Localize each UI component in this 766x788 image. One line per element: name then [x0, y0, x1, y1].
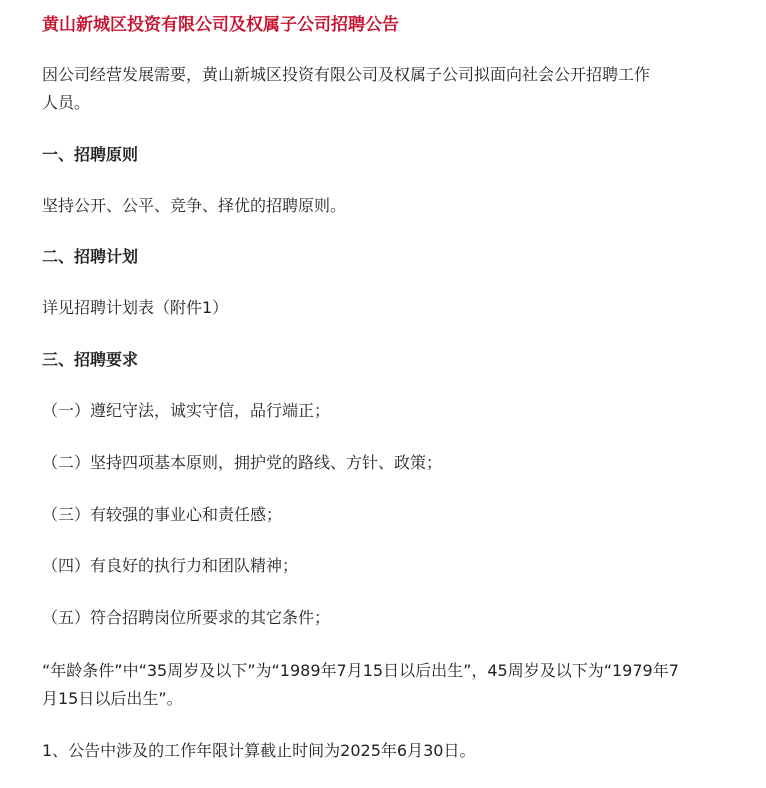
note-work-years: 1、公告中涉及的工作年限计算截止时间为2025年6月30日。 — [42, 741, 476, 760]
section-heading-plan: 二、招聘计划 — [42, 247, 139, 266]
article-title: 黄山新城区投资有限公司及权属子公司招聘公告 — [42, 15, 399, 35]
age-condition-line-2: 月15日以后出生”。 — [42, 689, 183, 708]
requirement-item: （五）符合招聘岗位所要求的其它条件； — [42, 608, 331, 627]
section-heading-requirements: 三、招聘要求 — [42, 350, 139, 369]
intro-paragraph-line-1: 因公司经营发展需要，黄山新城区投资有限公司及权属子公司拟面向社会公开招聘工作 — [42, 65, 651, 84]
requirement-item: （四）有良好的执行力和团队精神； — [42, 556, 299, 575]
section-text-principles: 坚持公开、公平、竞争、择优的招聘原则。 — [42, 196, 347, 215]
requirement-item: （一）遵纪守法，诚实守信，品行端正； — [42, 401, 331, 420]
section-heading-principles: 一、招聘原则 — [42, 145, 139, 164]
section-text-plan: 详见招聘计划表（附件1） — [42, 298, 229, 317]
requirement-item: （二）坚持四项基本原则，拥护党的路线、方针、政策； — [42, 453, 443, 472]
age-condition-line-1: “年龄条件”中“35周岁及以下”为“1989年7月15日以后出生”，45周岁及以下为“1979年7 — [42, 661, 679, 680]
intro-paragraph-line-2: 人员。 — [42, 93, 91, 112]
requirement-item: （三）有较强的事业心和责任感； — [42, 505, 283, 524]
